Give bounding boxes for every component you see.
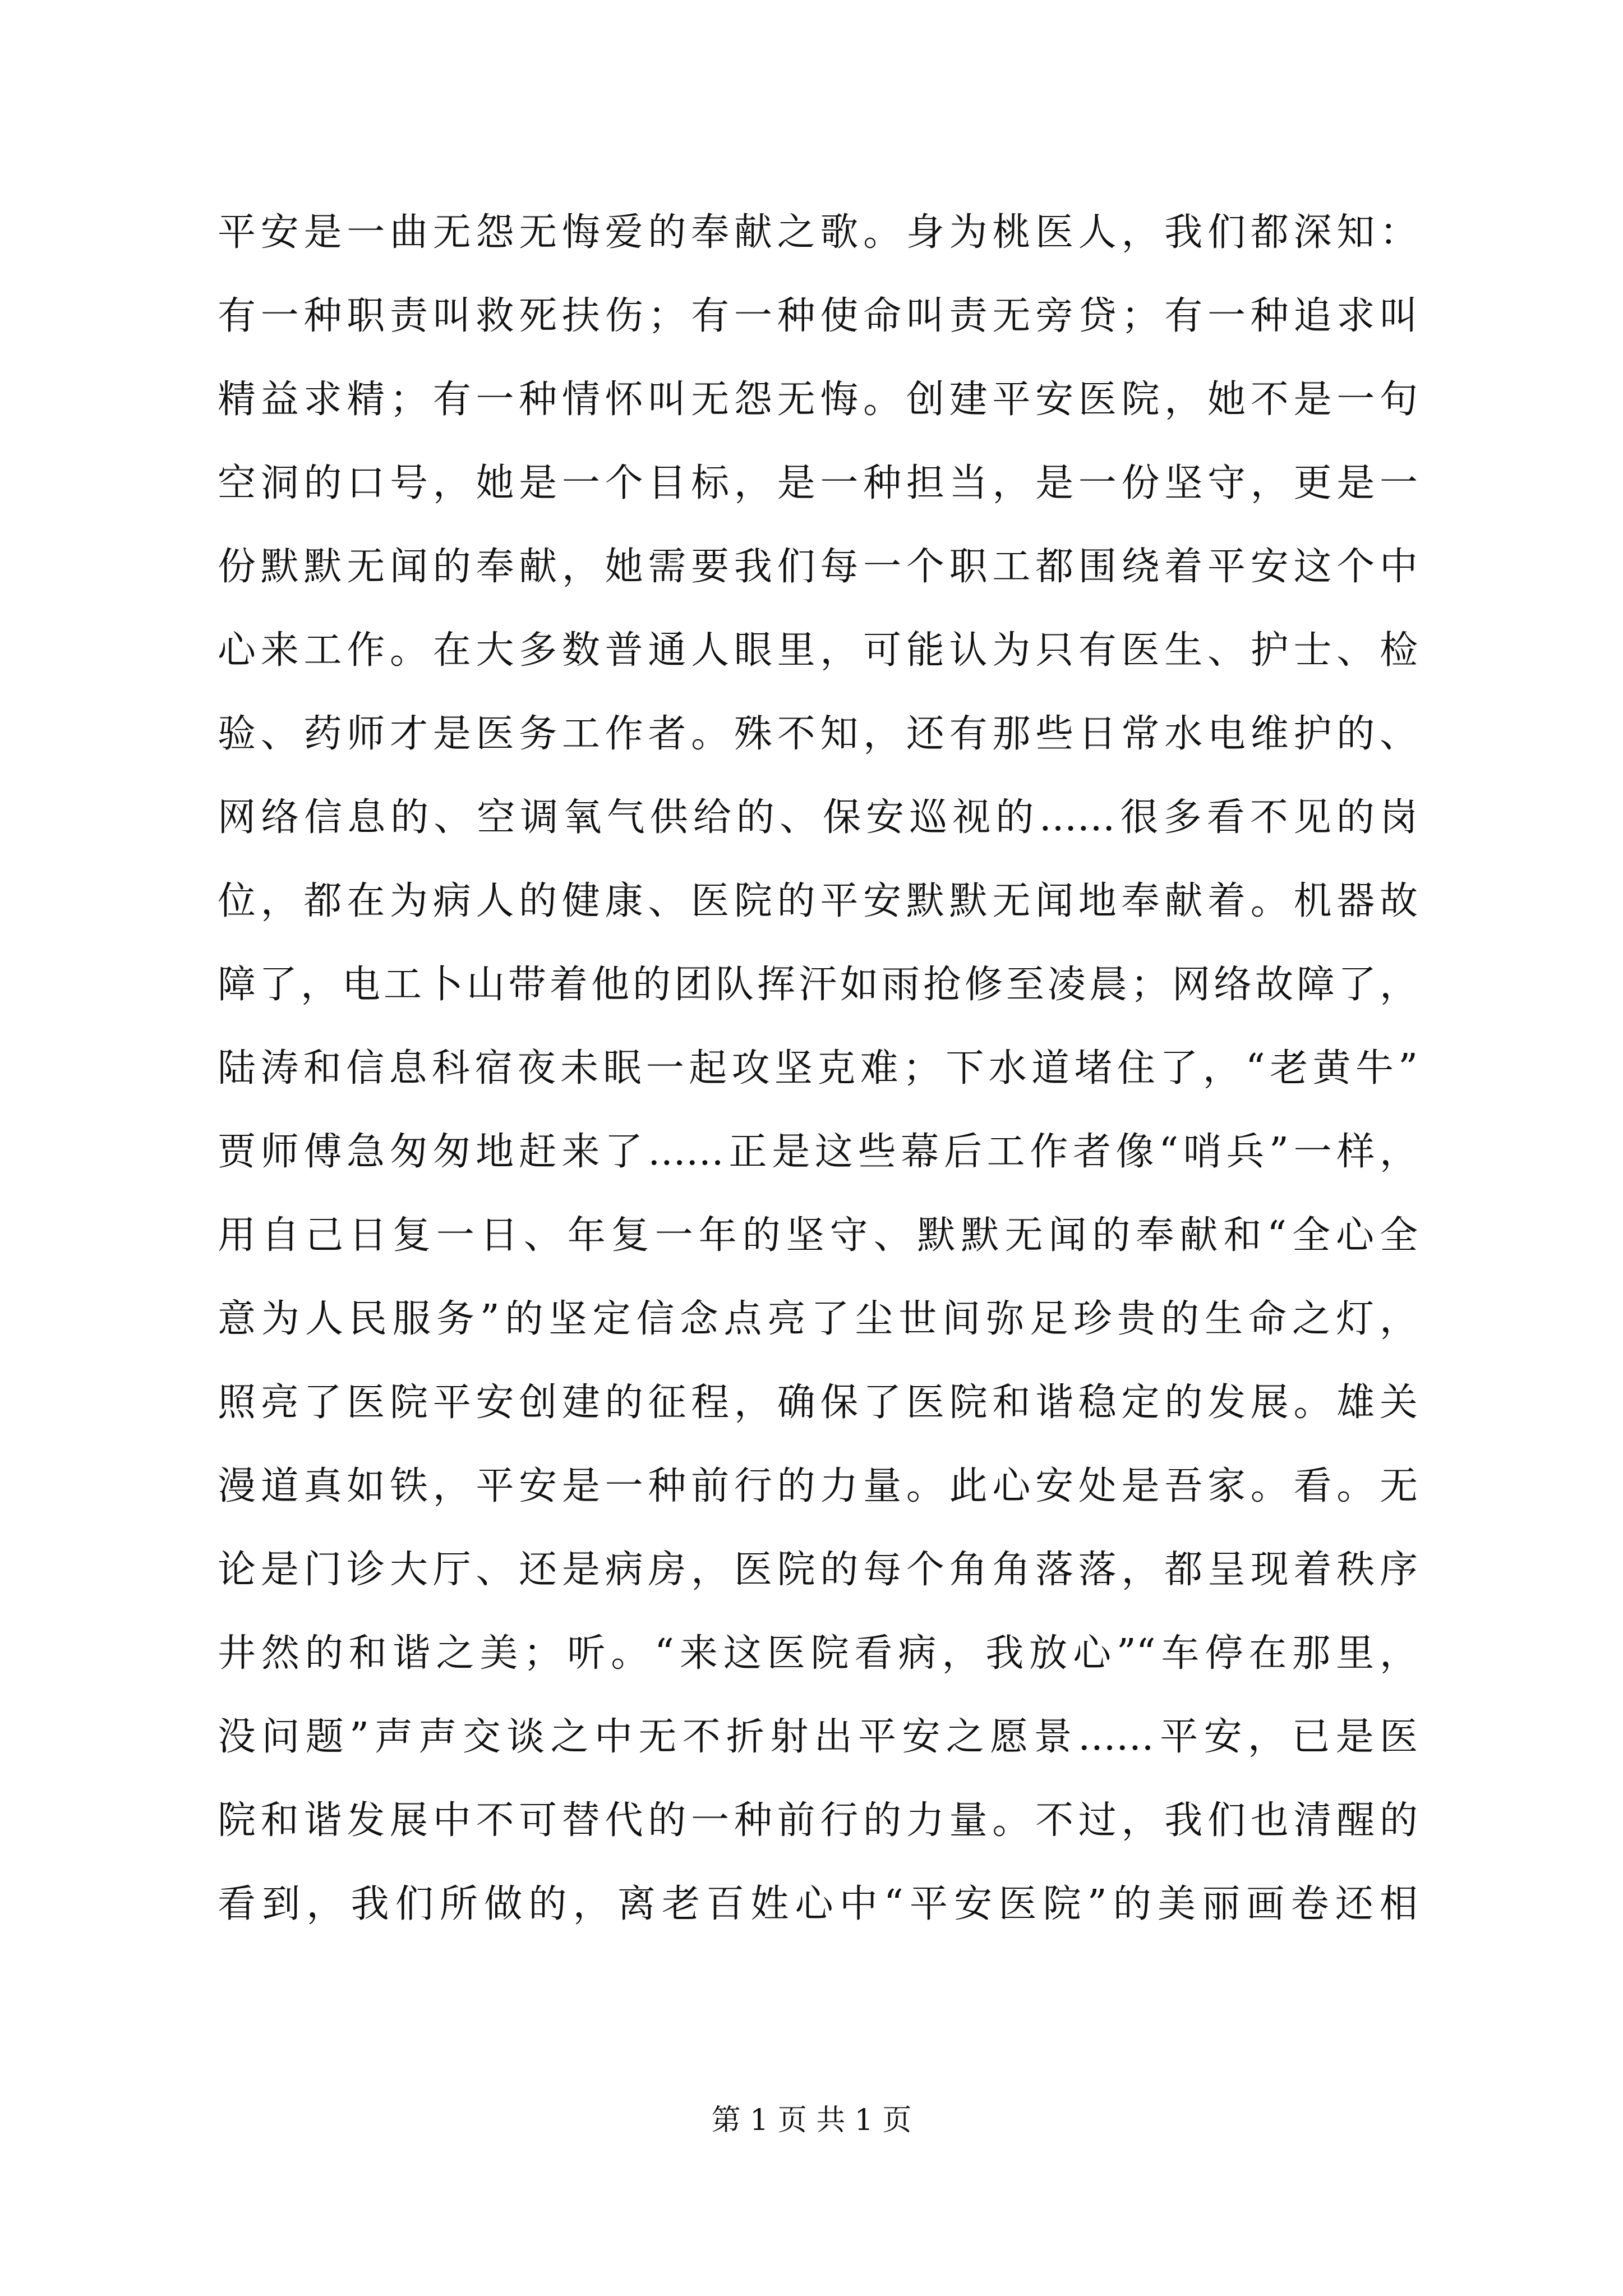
- body-paragraph: [218, 191, 1418, 1946]
- text-line: 看到，我们所做的，离老百姓心中“平安医院”的美丽画卷还相: [218, 1882, 1418, 1926]
- page-number-footer: 第 1 页 共 1 页: [711, 2104, 912, 2137]
- text-line: 贾师傅急匆匆地赶来了……正是这些幕后工作者像“哨兵”一样，: [218, 1130, 1418, 1174]
- text-line: 网络信息的、空调氧气供给的、保安巡视的……很多看不见的岗: [218, 795, 1418, 840]
- text-line: 井然的和谐之美；听。“来这医院看病，我放心”“车停在那里，: [218, 1631, 1418, 1676]
- text-line: 障了，电工卜山带着他的团队挥汗如雨抢修至凌晨；网络故障了，: [218, 963, 1418, 1007]
- text-line: 平安是一曲无怨无悔爱的奉献之歌。身为桃医人，我们都深知：: [218, 210, 1418, 255]
- text-line: 漫道真如铁，平安是一种前行的力量。此心安处是吾家。看。无: [218, 1464, 1418, 1508]
- text-line: 验、药师才是医务工作者。殊不知，还有那些日常水电维护的、: [218, 712, 1418, 756]
- text-line: 没问题”声声交谈之中无不折射出平安之愿景……平安，已是医: [218, 1715, 1418, 1759]
- text-line: 照亮了医院平安创建的征程，确保了医院和谐稳定的发展。雄关: [218, 1381, 1418, 1425]
- text-line: 空洞的口号，她是一个目标，是一种担当，是一份坚守，更是一: [218, 461, 1418, 505]
- text-line: 份默默无闻的奉献，她需要我们每一个职工都围绕着平安这个中: [218, 545, 1418, 589]
- text-line: 位，都在为病人的健康、医院的平安默默无闻地奉献着。机器故: [218, 879, 1418, 923]
- text-line: 心来工作。在大多数普通人眼里，可能认为只有医生、护士、检: [218, 628, 1418, 673]
- text-line: 用自己日复一日、年复一年的坚守、默默无闻的奉献和“全心全: [218, 1213, 1418, 1258]
- text-line: 院和谐发展中不可替代的一种前行的力量。不过，我们也清醒的: [218, 1798, 1418, 1843]
- text-line: 有一种职责叫救死扶伤；有一种使命叫责无旁贷；有一种追求叫: [218, 294, 1418, 338]
- text-line: 精益求精；有一种情怀叫无怨无悔。创建平安医院，她不是一句: [218, 378, 1418, 422]
- text-line: 意为人民服务”的坚定信念点亮了尘世间弥足珍贵的生命之灯，: [218, 1297, 1418, 1341]
- text-line: 陆涛和信息科宿夜未眠一起攻坚克难；下水道堵住了，“老黄牛”: [218, 1046, 1418, 1091]
- text-line: 论是门诊大厅、还是病房，医院的每个角角落落，都呈现着秩序: [218, 1548, 1418, 1592]
